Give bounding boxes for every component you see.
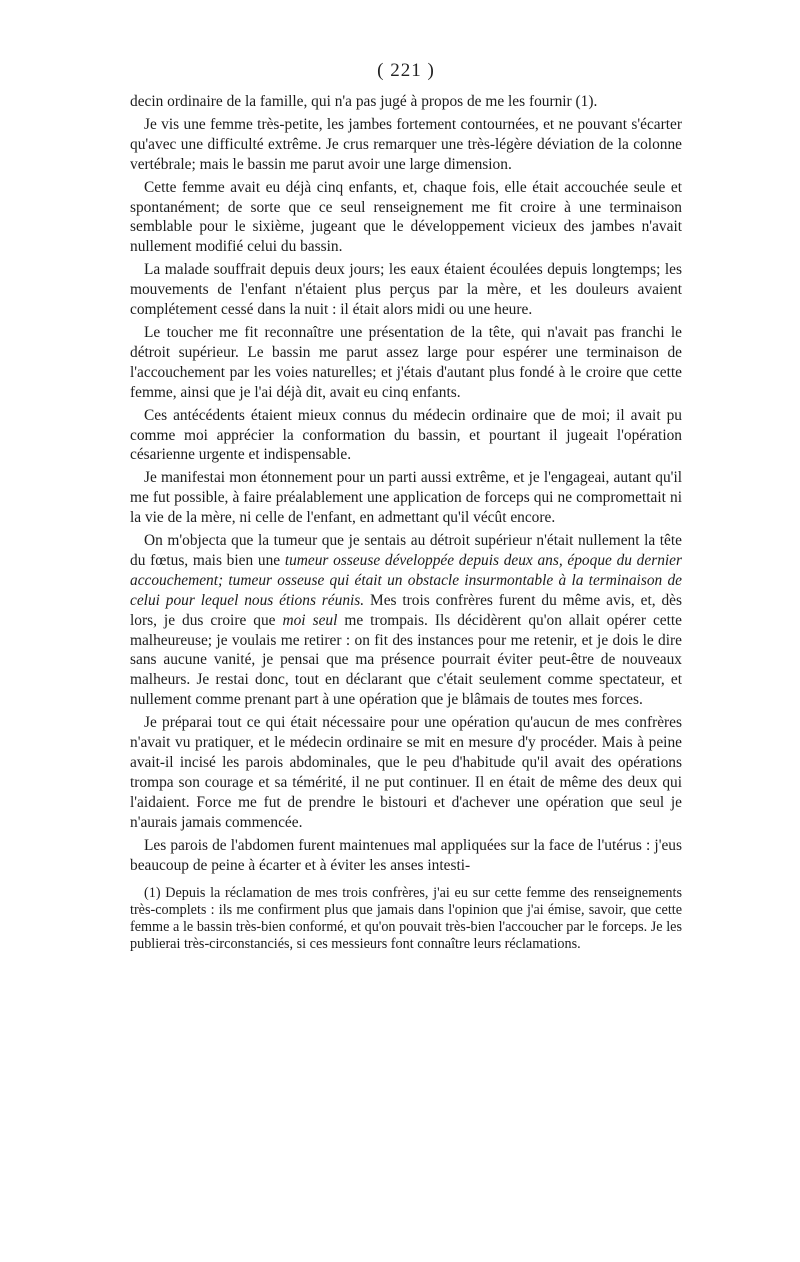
footnote: (1) Depuis la réclamation de mes trois confrères, j'ai eu sur cette femme des renseignements très-complets : ils me confirment plus que jamais dans l'opinion que j'ai émise, savoir, que cette femme a le bassin très-bien conformé, et qu'on pouvait très-bien l'accoucher par le forceps. Je les publierai très-circonstanciés, si ces messieurs font connaître leurs réclamations. (130, 885, 682, 952)
footnote-block (130, 885, 682, 952)
paragraph: Ces antécédents étaient mieux connus du médecin ordinaire que de moi; il avait pu comme moi apprécier la conformation du bassin, et pourtant il jugeait l'opération césarienne urgente et indispensable. (130, 406, 682, 464)
text-run: me trompais. Ils décidèrent qu'on allait opérer cette malheureuse; je voulais me retirer : on fit des instances pour me retenir, et je dois le dire sans aucune vanité, je pensai que ma présence pourrait éviter peut-être de nouveaux malheurs. Je restai donc, tout en déclarant que c'était seulement comme spectateur, et nullement comme prenant part à une opération que je blâmais de toutes mes forces. (130, 611, 682, 709)
paragraph: Cette femme avait eu déjà cinq enfants, et, chaque fois, elle était accouchée seule et spontanément; de sorte que ce seul renseignement me fit croire à une terminaison semblable pour le sixième, jugeant que le développement vicieux des jambes n'avait nullement modifié celui du bassin. (130, 178, 682, 256)
paragraph-with-italics (130, 531, 682, 710)
page-number: ( 221 ) (377, 60, 435, 81)
main-text (130, 92, 682, 875)
italic-run: tumeur osseuse développée depuis deux ans, époque du dernier accouchement; tumeur osseuse qui était un obstacle insurmontable à la terminaison de celui pour lequel nous étions réunis. (130, 551, 682, 609)
italic-run: moi seul (282, 611, 338, 629)
paragraph: Les parois de l'abdomen furent maintenues mal appliquées sur la face de l'utérus : j'eus beaucoup de peine à écarter et à éviter les anses intesti- (130, 836, 682, 874)
paragraph: decin ordinaire de la famille, qui n'a pas jugé à propos de me les fournir (1). (130, 93, 598, 110)
paragraph: Je préparai tout ce qui était nécessaire pour une opération qu'aucun de mes confrères n'avait vu pratiquer, et le médecin ordinaire se mit en mesure d'y procéder. Mais à peine avait-il incisé les parois abdominales, que le peu d'habitude qu'il avait des opérations trompa son courage et sa témérité, il ne put continuer. Il en était de même des deux qui l'aidaient. Force me fut de prendre le bistouri et d'achever une opération que seul je n'aurais jamais commencée. (130, 714, 682, 831)
paragraph: Le toucher me fit reconnaître une présentation de la tête, qui n'avait pas franchi le détroit supérieur. Le bassin me parut assez large pour espérer une terminaison de l'accouchement par les voies naturelles; et j'étais d'autant plus fondé à le croire que cette femme, ainsi que je l'ai déjà dit, avait eu cinq enfants. (130, 323, 682, 401)
paragraph: La malade souffrait depuis deux jours; les eaux étaient écoulées depuis longtemps; les mouvements de l'enfant n'étaient plus perçus par la mère, et les douleurs avaient complétement cessé dans la nuit : il était alors midi ou une heure. (130, 261, 682, 319)
paragraph: Je manifestai mon étonnement pour un parti aussi extrême, et je l'engageai, autant qu'il me fut possible, à faire préalablement une application de forceps qui ne compromettait ni la vie de la mère, ni celle de l'enfant, en admettant qu'il vécût encore. (130, 469, 682, 527)
text-run: Mes trois confrères furent du même avis, et, dès lors, je dus croire que (130, 591, 682, 629)
paragraph: Je vis une femme très-petite, les jambes fortement contournées, et ne pouvant s'écarter qu'avec une difficulté extrême. Je crus remarquer une très-légère déviation de la colonne vertébrale; mais le bassin me parut avoir une large dimension. (130, 115, 682, 173)
text-run: On m'objecta que la tumeur que je sentais au détroit supérieur n'était nullement la tête du fœtus, mais bien une (130, 532, 682, 569)
